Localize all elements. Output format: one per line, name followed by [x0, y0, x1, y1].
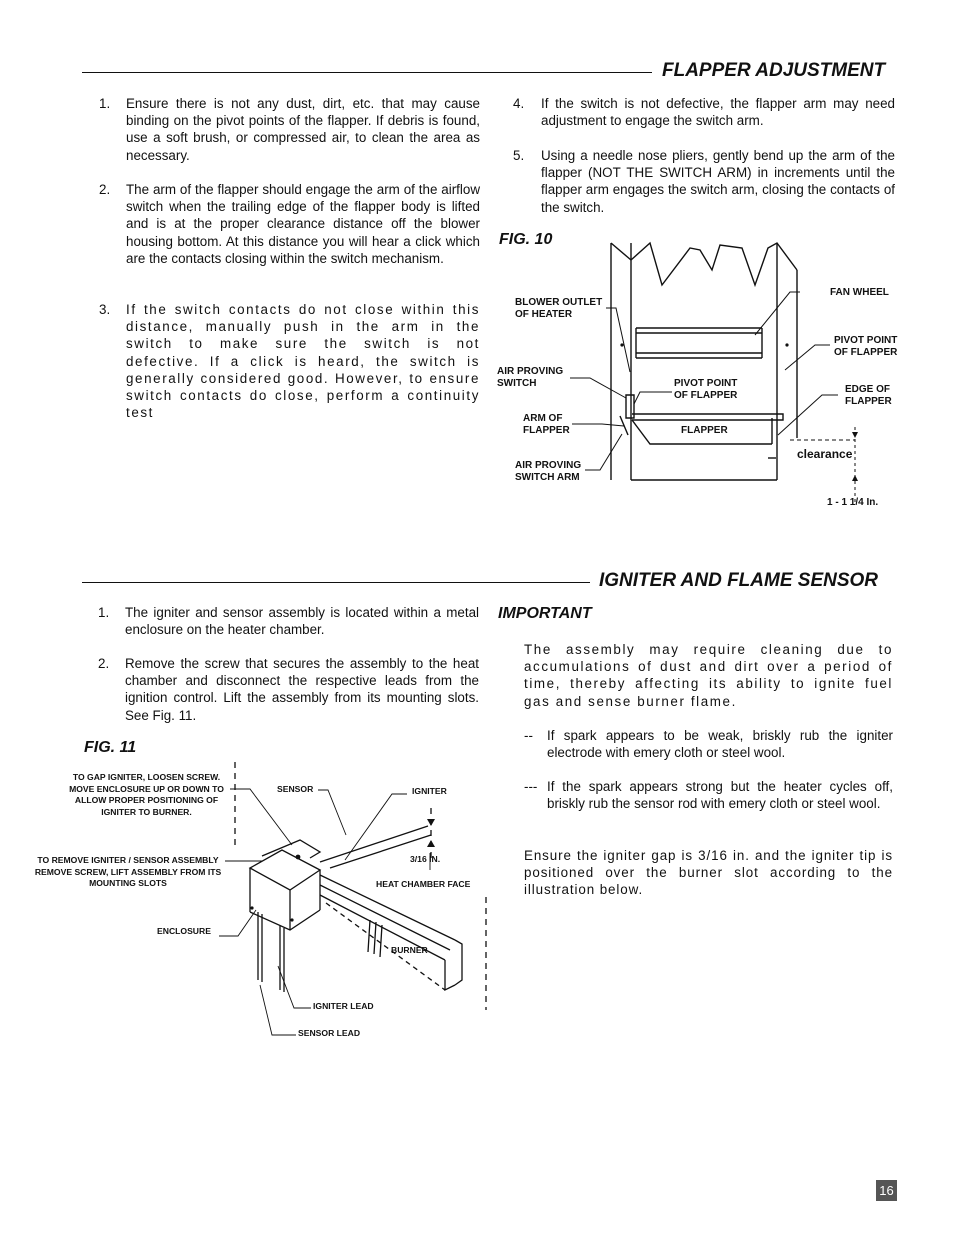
figure-label: FIG. 10	[499, 231, 553, 248]
step-number: 4.	[513, 96, 525, 111]
label-fan-wheel: FAN WHEEL	[830, 287, 889, 298]
step-text: The igniter and sensor assembly is located within a metal enclosure on the heater chamber.	[125, 605, 479, 638]
step-text: If the switch is not defective, the flapper arm may need adjustment to engage the switch arm.	[541, 96, 895, 129]
important-heading: IMPORTANT	[498, 605, 592, 622]
bullet-text: If spark appears to be weak, briskly rub the igniter electrode with emery cloth or steel wool.	[547, 728, 893, 761]
label-heat-chamber-face: HEAT CHAMBER FACE	[376, 879, 471, 889]
step-number: 2.	[99, 182, 111, 197]
bullet-text: If the spark appears strong but the heater cycles off, briskly rub the sensor rod with emery cloth or steel wool.	[547, 779, 893, 812]
step-number: 1.	[98, 605, 110, 620]
label-clearance: clearance	[797, 447, 853, 461]
label-switch-arm: AIR PROVING SWITCH ARM	[515, 460, 582, 483]
label-igniter-lead: IGNITER LEAD	[313, 1001, 374, 1011]
label-air-proving-switch: AIR PROVING SWITCH	[497, 366, 564, 389]
label-clearance-value: 1 - 1 1/4 In.	[827, 497, 879, 508]
step-text: If the switch contacts do not close within this distance, manually push in the arm in the switch to make sure the switch is not defective. If a click is heard, the switch is generally considered good. However, to ensure switch contacts do close, perform a continuity test	[126, 302, 480, 421]
label-igniter: IGNITER	[412, 786, 447, 796]
step-number: 5.	[513, 148, 525, 163]
label-edge-of-flapper: EDGE OF FLAPPER	[845, 384, 892, 407]
label-sensor: SENSOR	[277, 784, 314, 794]
label-remove-note: TO REMOVE IGNITER / SENSOR ASSEMBLY REMOVE SCREW, LIFT ASSEMBLY FROM ITS MOUNTING SLOTS	[34, 855, 222, 888]
step-number: 2.	[98, 656, 110, 671]
closing-text: Ensure the igniter gap is 3/16 in. and the igniter tip is positioned over the burner slot according to the illustration below.	[524, 848, 893, 898]
step-text: Ensure there is not any dust, dirt, etc. that may cause binding on the pivot points of the flapper. If debris is found, use a soft brush, or compressed air, to clean the area as necessary.	[126, 96, 480, 163]
label-enclosure: ENCLOSURE	[157, 926, 211, 936]
section-title-flapper: FLAPPER ADJUSTMENT	[662, 60, 886, 81]
figure-label: FIG. 11	[84, 739, 137, 756]
step-number: 1.	[99, 96, 111, 111]
label-flapper: FLAPPER	[681, 425, 728, 436]
bullet-mark: ---	[524, 779, 538, 794]
label-gap-note: TO GAP IGNITER, LOOSEN SCREW. MOVE ENCLOSURE UP OR DOWN TO ALLOW PROPER POSITIONING OF IGNITER TO BURNER.	[69, 772, 224, 817]
label-pivot-point-center: PIVOT POINT OF FLAPPER	[674, 378, 738, 401]
label-sensor-lead: SENSOR LEAD	[298, 1028, 361, 1038]
section-title-igniter: IGNITER AND FLAME SENSOR	[599, 570, 879, 591]
page-number: 16	[876, 1180, 897, 1201]
step-text: Using a needle nose pliers, gently bend up the arm of the flapper (NOT THE SWITCH ARM) in increments until the flapper arm engages the switch arm, closing the contacts of the switch.	[541, 148, 895, 215]
label-gap: 3/16 IN.	[410, 854, 441, 864]
label-arm-of-flapper: ARM OF FLAPPER	[523, 413, 570, 436]
step-text: Remove the screw that secures the assembly to the heat chamber and disconnect the respective leads from the ignition control. Lift the assembly from its mounting slots. See Fig. 11.	[125, 656, 479, 723]
label-blower-outlet: BLOWER OUTLET OF HEATER	[515, 297, 603, 320]
label-burner: BURNER	[391, 945, 428, 955]
step-text: The arm of the flapper should engage the arm of the airflow switch when the trailing edge of the flapper body is lifted and is at the proper clearance distance off the blower housing bottom. At this distance you will hear a click which are the contacts closing within the switch mechanism.	[126, 182, 480, 266]
important-intro: The assembly may require cleaning due to accumulations of dust and dirt over a period of time, thereby affecting its ability to ignite fuel gas and sense burner flame.	[524, 642, 893, 709]
step-number: 3.	[99, 302, 111, 317]
bullet-mark: --	[524, 728, 533, 743]
label-pivot-point-right: PIVOT POINT OF FLAPPER	[834, 335, 898, 358]
